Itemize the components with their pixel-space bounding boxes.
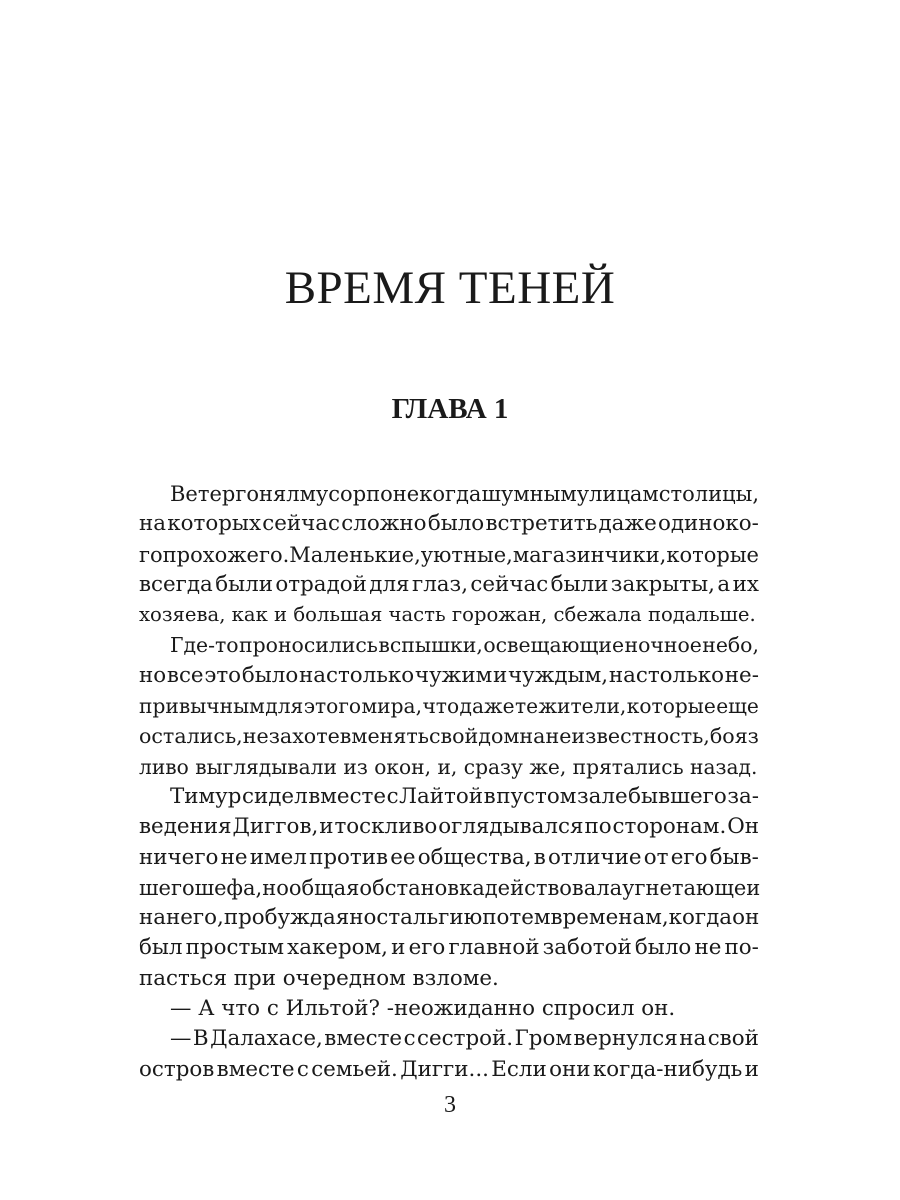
text-line: шего шефа, но общая обстановка действовала угнетающе и [139,875,761,900]
text-line: ничего не имел против ее общества, в отличие от его быв- [139,844,759,870]
text-line: ведения Диггов, и тоскливо оглядывался по сторонам. Он [139,814,759,840]
book-title: ВРЕМЯ ТЕНЕЙ [284,262,616,314]
page-number: 3 [444,1092,456,1118]
text-line: Где-то проносились вспышки, освещающие ночное небо, [170,633,759,658]
text-line: — А что с Ильтой? -неожиданно спросил он. [170,996,676,1022]
text-line: на него, пробуждая ностальгию по тем временам, когда он [139,905,760,931]
text-line: но все это было настолько чужим и чуждым, настолько не- [139,662,759,688]
body-text [139,479,759,1085]
text-line: остров вместе с семьей. Дигги... Если они когда-нибудь и [139,1056,759,1082]
text-line: Ветер гонял мусор по некогда шумным улицам столицы, [170,482,760,506]
text-line: — В Далахасе, вместе с сестрой. Гром вернулся на свой [170,1026,759,1052]
text-line: был простым хакером, и его главной заботой было не по- [139,935,759,961]
text-line: хозяева, как и большая часть горожан, сбежала подальше. [139,603,756,627]
text-line: остались, не захотев менять свой дом на неизвестность, бояз [139,724,759,749]
text-line: на которых сейчас сложно было встретить даже одиноко- [139,511,759,537]
chapter-heading: ГЛАВА 1 [391,393,509,425]
text-line: ливо выглядывали из окон, и, сразу же, прятались назад. [139,754,758,779]
text-line: го прохожего. Маленькие, уютные, магазинчики, которые [139,542,759,567]
text-line: привычным для этого мира, что даже те жители, которые еще [139,694,759,719]
text-line: Тимур сидел вместе с Лайтой в пустом зале бывшего за- [170,783,759,809]
text-line: всегда были отрадой для глаз, сейчас были закрыты, а их [139,571,759,597]
text-line: пасться при очередном взломе. [139,965,499,991]
